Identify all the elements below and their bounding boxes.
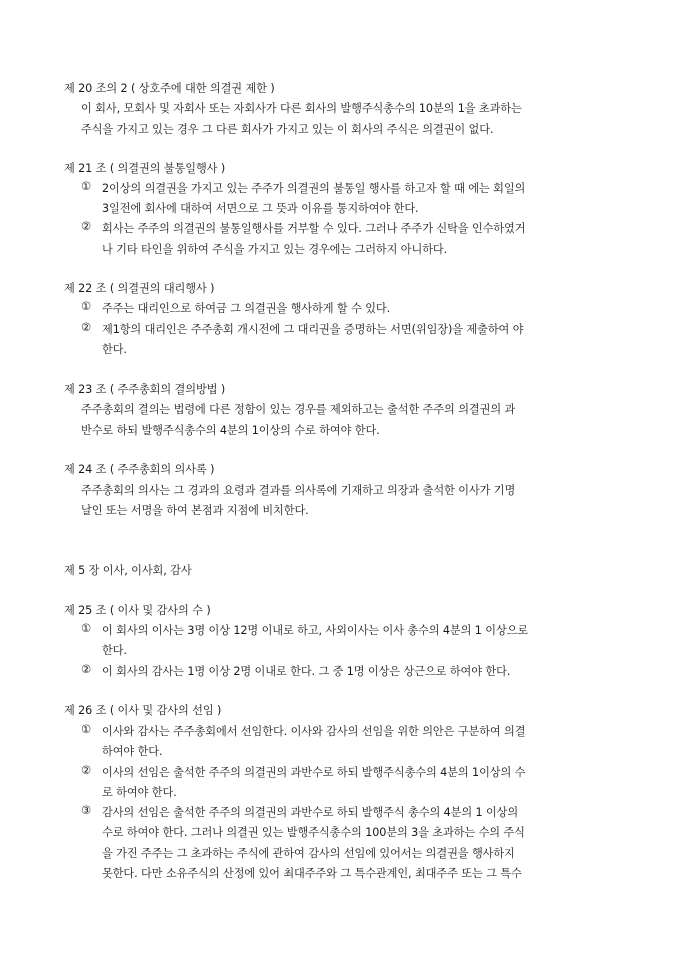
article-21-item-1-line: 2이상의 의결권을 가지고 있는 주주가 의결권의 불통일 행사를 하고자 할 때 에는 회일의 [102, 182, 526, 195]
article-25-title: 제 25 조 ( 이사 및 감사의 수 ) [64, 604, 211, 617]
article-26-item-3-line: 을 가진 주주는 그 초과하는 주식에 관하여 감사의 선임에 있어서는 의결권을 행사하지 [102, 847, 515, 860]
article-25-item-1-line: 한다. [102, 644, 127, 657]
article-23-title: 제 23 조 ( 주주총회의 결의방법 ) [64, 383, 226, 396]
article-22-item-2-line: 한다. [102, 343, 127, 356]
article-20-2-text-line: 이 회사, 모회사 및 자회사 또는 자회사가 다른 회사의 발행주식총수의 10분의 1을 초과하는 [81, 102, 522, 115]
article-22-title: 제 22 조 ( 의결권의 대리행사 ) [64, 282, 215, 295]
article-24-text-line: 날인 또는 서명을 하여 본점과 지점에 비치한다. [81, 504, 309, 517]
item-number: ② [81, 764, 91, 777]
chapter-heading: 제 5 장 이사, 이사회, 감사 [64, 564, 192, 577]
article-25-item-2-line: 이 회사의 감사는 1명 이상 2명 이내로 한다. 그 중 1명 이상은 상근으로 하여야 한다. [102, 665, 511, 678]
article-26-title: 제 26 조 ( 이사 및 감사의 선임 ) [64, 704, 222, 717]
item-number: ① [81, 723, 91, 736]
article-25-item-1-line: 이 회사의 이사는 3명 이상 12명 이내로 하고, 사외이사는 이사 총수의 4분의 1 이상으로 [102, 624, 529, 637]
article-26-item-1-line: 이사와 감사는 주주총회에서 선임한다. 이사와 감사의 선임을 위한 의안은 구분하여 의결 [102, 725, 526, 738]
article-21-item-2-line: 나 기타 타인을 위하여 주식을 가지고 있는 경우에는 그러하지 아니하다. [102, 243, 448, 256]
article-21-title: 제 21 조 ( 의결권의 불통일행사 ) [64, 162, 226, 175]
article-21-item-2-line: 회사는 주주의 의결권의 불통일행사를 거부할 수 있다. 그러나 주주가 신탁을 인수하였거 [102, 222, 526, 235]
item-number: ① [81, 300, 91, 313]
article-23-text-line: 반수로 하되 발행주식총수의 4분의 1이상의 수로 하여야 한다. [81, 424, 380, 437]
article-24-text-line: 주주총회의 의사는 그 경과의 요령과 결과를 의사록에 기재하고 의장과 출석한 이사가 기명 [81, 484, 516, 497]
article-22-item-1-line: 주주는 대리인으로 하여금 그 의결권을 행사하게 할 수 있다. [102, 302, 391, 315]
article-22-item-2-line: 제1항의 대리인은 주주총회 개시전에 그 대리권을 증명하는 서면(위임장)을 제출하여 야 [102, 323, 524, 336]
item-number: ① [81, 622, 91, 635]
article-26-item-1-line: 하여야 한다. [102, 745, 163, 758]
article-26-item-3-line: 수로 하여야 한다. 그러나 의결권 있는 발행주식총수의 100분의 3을 초과하는 수의 주식 [102, 826, 525, 839]
article-26-item-3-line: 못한다. 다만 소유주식의 산정에 있어 최대주주와 그 특수관계인, 최대주주 또는 그 특수 [102, 867, 522, 880]
item-number: ② [81, 663, 91, 676]
article-26-item-2-line: 이사의 선임은 출석한 주주의 의결권의 과반수로 하되 발행주식총수의 4분의 1이상의 수 [102, 766, 526, 779]
article-24-title: 제 24 조 ( 주주총회의 의사록 ) [64, 463, 215, 476]
article-20-2-title: 제 20 조의 2 ( 상호주에 대한 의결권 제한 ) [64, 82, 275, 95]
article-26-item-2-line: 로 하여야 한다. [102, 786, 177, 799]
item-number: ③ [81, 804, 91, 817]
item-number: ① [81, 180, 91, 193]
article-26-item-3-line: 감사의 선임은 출석한 주주의 의결권의 과반수로 하되 발행주식 총수의 4분의 1 이상의 [102, 806, 519, 819]
item-number: ② [81, 321, 91, 334]
article-23-text-line: 주주총회의 결의는 법령에 다른 정함이 있는 경우를 제외하고는 출석한 주주의 의결권의 과 [81, 403, 516, 416]
article-21-item-1-line: 3일전에 회사에 대하여 서면으로 그 뜻과 이유를 통지하여야 한다. [102, 202, 419, 215]
article-20-2-text-line: 주식을 가지고 있는 경우 그 다른 회사가 가지고 있는 이 회사의 주식은 의결권이 없다. [81, 123, 494, 136]
item-number: ② [81, 220, 91, 233]
